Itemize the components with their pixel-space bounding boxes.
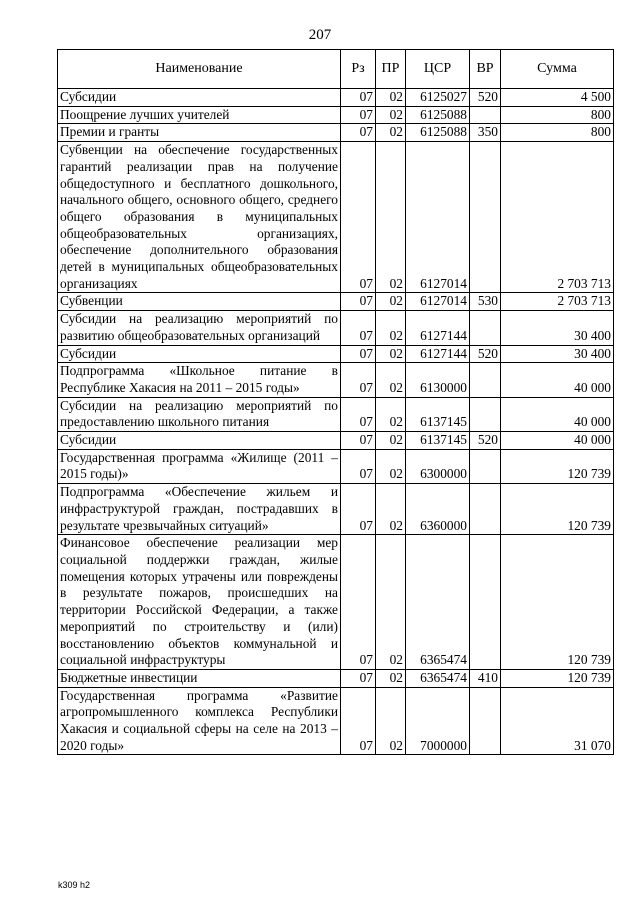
cell-csr: 6127014: [406, 293, 470, 311]
cell-name: Субсидии: [58, 432, 341, 450]
cell-vr: [470, 484, 501, 535]
cell-pr: 02: [376, 484, 406, 535]
cell-pr: 02: [376, 687, 406, 755]
cell-vr: 350: [470, 124, 501, 142]
cell-sum: 40 000: [501, 397, 614, 431]
cell-vr: [470, 311, 501, 345]
table-row: [58, 363, 614, 397]
cell-rz: 07: [341, 397, 376, 431]
cell-rz: 07: [341, 669, 376, 687]
cell-rz: 07: [341, 432, 376, 450]
header-sum: Сумма: [501, 50, 614, 89]
cell-name: Поощрение лучших учителей: [58, 106, 341, 124]
cell-vr: 520: [470, 89, 501, 107]
cell-sum: 40 000: [501, 432, 614, 450]
cell-vr: [470, 142, 501, 293]
cell-pr: 02: [376, 397, 406, 431]
table-row: [58, 449, 614, 483]
cell-csr: 6130000: [406, 363, 470, 397]
cell-rz: 07: [341, 345, 376, 363]
cell-rz: 07: [341, 535, 376, 670]
cell-name: Финансовое обеспечение реализации мер социальной поддержки граждан, жилые помещения которых утрачены или повреждены в результате пожаров, происшедших на территории Российской Федерации, а также мероприятий по строительству и (или) восстановлению объектов коммунальной и социальной инфраструктуры: [58, 535, 341, 670]
cell-rz: 07: [341, 449, 376, 483]
header-vr: ВР: [470, 50, 501, 89]
cell-sum: 31 070: [501, 687, 614, 755]
cell-csr: 6125088: [406, 106, 470, 124]
cell-csr: 6365474: [406, 669, 470, 687]
cell-csr: 6127144: [406, 311, 470, 345]
cell-rz: 07: [341, 124, 376, 142]
table-row: [58, 432, 614, 450]
cell-vr: [470, 363, 501, 397]
budget-table: [57, 49, 614, 755]
cell-sum: 4 500: [501, 89, 614, 107]
cell-rz: 07: [341, 89, 376, 107]
header-name: Наименование: [58, 50, 341, 89]
table-row: [58, 669, 614, 687]
cell-name: Субсидии на реализацию мероприятий по предоставлению школьного питания: [58, 397, 341, 431]
page-number: 207: [308, 27, 332, 43]
cell-pr: 02: [376, 432, 406, 450]
cell-pr: 02: [376, 124, 406, 142]
cell-name: Субсидии: [58, 89, 341, 107]
cell-pr: 02: [376, 449, 406, 483]
cell-sum: 30 400: [501, 311, 614, 345]
table-row: [58, 397, 614, 431]
cell-name: Субсидии на реализацию мероприятий по развитию общеобразовательных организаций: [58, 311, 341, 345]
cell-name: Субвенции на обеспечение государственных гарантий реализации прав на получение общедоступного и бесплатного дошкольного, начального общего, основного общего, среднего общего образования в муниципальных общеобразовательных организациях, обеспечение дополнительного образования детей в муниципальных общеобразовательных организациях: [58, 142, 341, 293]
cell-csr: 6125088: [406, 124, 470, 142]
cell-sum: 40 000: [501, 363, 614, 397]
cell-sum: 120 739: [501, 484, 614, 535]
cell-rz: 07: [341, 311, 376, 345]
header-pr: ПР: [376, 50, 406, 89]
cell-csr: 6360000: [406, 484, 470, 535]
cell-pr: 02: [376, 669, 406, 687]
cell-csr: 7000000: [406, 687, 470, 755]
header-rz: Рз: [341, 50, 376, 89]
cell-rz: 07: [341, 293, 376, 311]
table-row: [58, 535, 614, 670]
cell-sum: 120 739: [501, 535, 614, 670]
cell-pr: 02: [376, 293, 406, 311]
cell-csr: 6365474: [406, 535, 470, 670]
cell-csr: 6300000: [406, 449, 470, 483]
cell-vr: [470, 106, 501, 124]
cell-name: Государственная программа «Развитие агропромышленного комплекса Республики Хакасия и социальной сферы на селе на 2013 – 2020 годы»: [58, 687, 341, 755]
cell-pr: 02: [376, 311, 406, 345]
cell-pr: 02: [376, 106, 406, 124]
table-header-row: [58, 50, 614, 89]
table-row: [58, 345, 614, 363]
cell-csr: 6127014: [406, 142, 470, 293]
table-row: [58, 106, 614, 124]
cell-rz: 07: [341, 484, 376, 535]
cell-sum: 2 703 713: [501, 142, 614, 293]
cell-pr: 02: [376, 535, 406, 670]
header-csr: ЦСР: [406, 50, 470, 89]
table-row: [58, 89, 614, 107]
table-row: [58, 124, 614, 142]
cell-pr: 02: [376, 142, 406, 293]
cell-pr: 02: [376, 89, 406, 107]
cell-csr: 6127144: [406, 345, 470, 363]
cell-rz: 07: [341, 687, 376, 755]
cell-vr: [470, 687, 501, 755]
cell-sum: 120 739: [501, 449, 614, 483]
cell-name: Субвенции: [58, 293, 341, 311]
table-row: [58, 293, 614, 311]
footer-code: k309 h2: [58, 880, 91, 890]
cell-vr: 530: [470, 293, 501, 311]
cell-sum: 30 400: [501, 345, 614, 363]
cell-rz: 07: [341, 363, 376, 397]
cell-sum: 120 739: [501, 669, 614, 687]
cell-vr: [470, 397, 501, 431]
table-row: [58, 142, 614, 293]
cell-name: Бюджетные инвестиции: [58, 669, 341, 687]
cell-name: Премии и гранты: [58, 124, 341, 142]
cell-csr: 6137145: [406, 397, 470, 431]
cell-vr: 520: [470, 345, 501, 363]
cell-pr: 02: [376, 345, 406, 363]
table-row: [58, 484, 614, 535]
cell-pr: 02: [376, 363, 406, 397]
cell-vr: [470, 535, 501, 670]
cell-rz: 07: [341, 142, 376, 293]
cell-vr: 410: [470, 669, 501, 687]
cell-name: Субсидии: [58, 345, 341, 363]
cell-rz: 07: [341, 106, 376, 124]
cell-name: Государственная программа «Жилище (2011 – 2015 годы)»: [58, 449, 341, 483]
cell-sum: 800: [501, 106, 614, 124]
cell-sum: 800: [501, 124, 614, 142]
cell-vr: 520: [470, 432, 501, 450]
cell-name: Подпрограмма «Обеспечение жильем и инфраструктурой граждан, пострадавших в результате чрезвычайных ситуаций»: [58, 484, 341, 535]
table-row: [58, 311, 614, 345]
cell-csr: 6137145: [406, 432, 470, 450]
table-row: [58, 687, 614, 755]
cell-sum: 2 703 713: [501, 293, 614, 311]
cell-vr: [470, 449, 501, 483]
cell-name: Подпрограмма «Школьное питание в Республике Хакасия на 2011 – 2015 годы»: [58, 363, 341, 397]
cell-csr: 6125027: [406, 89, 470, 107]
